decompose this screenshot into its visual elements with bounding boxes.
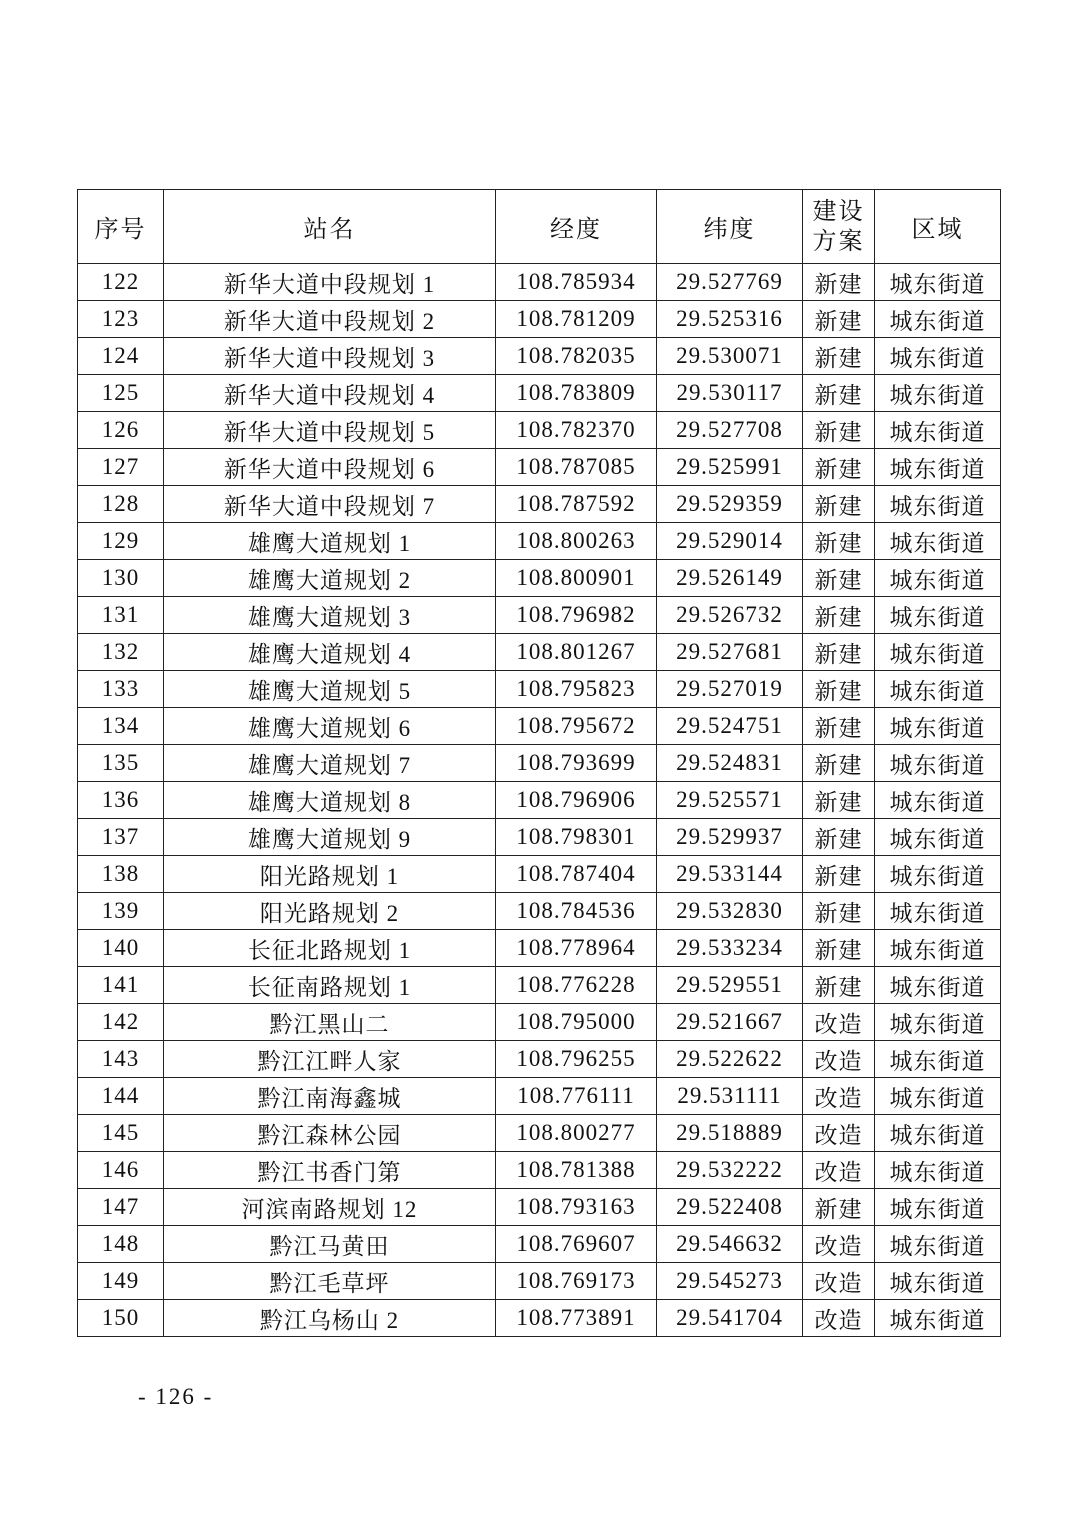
cell-longitude: 108.787592 (496, 486, 657, 523)
cell-construction-plan: 新建 (803, 671, 875, 708)
cell-longitude: 108.793163 (496, 1189, 657, 1226)
cell-area: 城东街道 (875, 523, 1001, 560)
cell-station-name: 阳光路规划 2 (164, 893, 496, 930)
table-row (78, 634, 1001, 671)
cell-index: 140 (78, 930, 164, 967)
cell-station-name: 阳光路规划 1 (164, 856, 496, 893)
cell-longitude: 108.801267 (496, 634, 657, 671)
cell-longitude: 108.769173 (496, 1263, 657, 1300)
cell-construction-plan: 改造 (803, 1041, 875, 1078)
cell-latitude: 29.524831 (657, 745, 803, 782)
cell-longitude: 108.796982 (496, 597, 657, 634)
cell-station-name: 雄鹰大道规划 4 (164, 634, 496, 671)
cell-construction-plan: 改造 (803, 1152, 875, 1189)
cell-construction-plan: 新建 (803, 967, 875, 1004)
cell-index: 142 (78, 1004, 164, 1041)
cell-station-name: 新华大道中段规划 2 (164, 301, 496, 338)
cell-station-name: 黔江黑山二 (164, 1004, 496, 1041)
page-number: - 126 - (138, 1384, 214, 1409)
cell-latitude: 29.527681 (657, 634, 803, 671)
cell-latitude: 29.530071 (657, 338, 803, 375)
cell-station-name: 新华大道中段规划 3 (164, 338, 496, 375)
cell-index: 134 (78, 708, 164, 745)
cell-construction-plan: 新建 (803, 523, 875, 560)
cell-latitude: 29.527708 (657, 412, 803, 449)
cell-construction-plan: 新建 (803, 745, 875, 782)
cell-area: 城东街道 (875, 1300, 1001, 1337)
cell-longitude: 108.787085 (496, 449, 657, 486)
cell-index: 131 (78, 597, 164, 634)
cell-area: 城东街道 (875, 560, 1001, 597)
table-row (78, 301, 1001, 338)
cell-station-name: 黔江南海鑫城 (164, 1078, 496, 1115)
cell-latitude: 29.546632 (657, 1226, 803, 1263)
cell-station-name: 黔江书香门第 (164, 1152, 496, 1189)
cell-area: 城东街道 (875, 412, 1001, 449)
cell-index: 137 (78, 819, 164, 856)
cell-index: 148 (78, 1226, 164, 1263)
header-station-name: 站名 (164, 190, 496, 264)
table-row (78, 1226, 1001, 1263)
cell-area: 城东街道 (875, 671, 1001, 708)
cell-construction-plan: 改造 (803, 1078, 875, 1115)
table-row (78, 264, 1001, 301)
cell-area: 城东街道 (875, 634, 1001, 671)
cell-longitude: 108.776228 (496, 967, 657, 1004)
table-row (78, 930, 1001, 967)
cell-index: 139 (78, 893, 164, 930)
table-row (78, 560, 1001, 597)
cell-latitude: 29.522622 (657, 1041, 803, 1078)
cell-latitude: 29.529359 (657, 486, 803, 523)
cell-latitude: 29.526149 (657, 560, 803, 597)
cell-area: 城东街道 (875, 301, 1001, 338)
cell-longitude: 108.769607 (496, 1226, 657, 1263)
table-row (78, 1004, 1001, 1041)
cell-area: 城东街道 (875, 1041, 1001, 1078)
table-body (78, 264, 1001, 1337)
table-row (78, 338, 1001, 375)
cell-construction-plan: 新建 (803, 449, 875, 486)
cell-station-name: 雄鹰大道规划 8 (164, 782, 496, 819)
cell-longitude: 108.782035 (496, 338, 657, 375)
cell-station-name: 雄鹰大道规划 3 (164, 597, 496, 634)
table-row (78, 1041, 1001, 1078)
cell-longitude: 108.781388 (496, 1152, 657, 1189)
cell-index: 135 (78, 745, 164, 782)
cell-area: 城东街道 (875, 893, 1001, 930)
cell-latitude: 29.524751 (657, 708, 803, 745)
cell-latitude: 29.525571 (657, 782, 803, 819)
cell-latitude: 29.532222 (657, 1152, 803, 1189)
header-plan-line2: 方案 (812, 228, 865, 255)
cell-station-name: 新华大道中段规划 4 (164, 375, 496, 412)
cell-area: 城东街道 (875, 819, 1001, 856)
table-row (78, 1152, 1001, 1189)
cell-area: 城东街道 (875, 708, 1001, 745)
cell-station-name: 黔江马黄田 (164, 1226, 496, 1263)
cell-index: 147 (78, 1189, 164, 1226)
table-row (78, 819, 1001, 856)
cell-construction-plan: 新建 (803, 560, 875, 597)
cell-construction-plan: 新建 (803, 930, 875, 967)
cell-latitude: 29.525316 (657, 301, 803, 338)
cell-index: 125 (78, 375, 164, 412)
cell-area: 城东街道 (875, 1004, 1001, 1041)
cell-area: 城东街道 (875, 1152, 1001, 1189)
cell-station-name: 雄鹰大道规划 6 (164, 708, 496, 745)
cell-latitude: 29.521667 (657, 1004, 803, 1041)
cell-station-name: 新华大道中段规划 5 (164, 412, 496, 449)
table-row (78, 671, 1001, 708)
cell-index: 144 (78, 1078, 164, 1115)
table-row (78, 486, 1001, 523)
cell-construction-plan: 新建 (803, 301, 875, 338)
cell-construction-plan: 新建 (803, 412, 875, 449)
cell-longitude: 108.798301 (496, 819, 657, 856)
cell-index: 132 (78, 634, 164, 671)
cell-area: 城东街道 (875, 745, 1001, 782)
cell-station-name: 河滨南路规划 12 (164, 1189, 496, 1226)
cell-latitude: 29.533144 (657, 856, 803, 893)
table-header-row (78, 190, 1001, 264)
cell-longitude: 108.800277 (496, 1115, 657, 1152)
table-row (78, 1078, 1001, 1115)
header-latitude: 纬度 (657, 190, 803, 264)
cell-latitude: 29.518889 (657, 1115, 803, 1152)
cell-latitude: 29.529551 (657, 967, 803, 1004)
cell-latitude: 29.541704 (657, 1300, 803, 1337)
cell-area: 城东街道 (875, 782, 1001, 819)
cell-construction-plan: 改造 (803, 1226, 875, 1263)
cell-index: 145 (78, 1115, 164, 1152)
cell-latitude: 29.522408 (657, 1189, 803, 1226)
cell-index: 127 (78, 449, 164, 486)
cell-station-name: 雄鹰大道规划 9 (164, 819, 496, 856)
cell-construction-plan: 改造 (803, 1300, 875, 1337)
cell-station-name: 雄鹰大道规划 1 (164, 523, 496, 560)
cell-area: 城东街道 (875, 1226, 1001, 1263)
cell-area: 城东街道 (875, 1189, 1001, 1226)
cell-station-name: 黔江毛草坪 (164, 1263, 496, 1300)
cell-station-name: 雄鹰大道规划 5 (164, 671, 496, 708)
cell-latitude: 29.531111 (657, 1078, 803, 1115)
cell-construction-plan: 新建 (803, 782, 875, 819)
cell-latitude: 29.545273 (657, 1263, 803, 1300)
cell-index: 124 (78, 338, 164, 375)
cell-construction-plan: 新建 (803, 708, 875, 745)
cell-area: 城东街道 (875, 486, 1001, 523)
cell-index: 146 (78, 1152, 164, 1189)
cell-latitude: 29.526732 (657, 597, 803, 634)
cell-latitude: 29.527019 (657, 671, 803, 708)
table-row (78, 782, 1001, 819)
cell-latitude: 29.533234 (657, 930, 803, 967)
cell-index: 138 (78, 856, 164, 893)
cell-index: 122 (78, 264, 164, 301)
cell-index: 126 (78, 412, 164, 449)
header-longitude: 经度 (496, 190, 657, 264)
cell-longitude: 108.785934 (496, 264, 657, 301)
table-row (78, 449, 1001, 486)
cell-area: 城东街道 (875, 375, 1001, 412)
cell-area: 城东街道 (875, 856, 1001, 893)
header-index: 序号 (78, 190, 164, 264)
cell-station-name: 长征南路规划 1 (164, 967, 496, 1004)
cell-construction-plan: 新建 (803, 486, 875, 523)
cell-construction-plan: 新建 (803, 264, 875, 301)
cell-longitude: 108.800901 (496, 560, 657, 597)
cell-station-name: 新华大道中段规划 7 (164, 486, 496, 523)
cell-index: 143 (78, 1041, 164, 1078)
cell-construction-plan: 改造 (803, 1004, 875, 1041)
cell-area: 城东街道 (875, 338, 1001, 375)
table-row (78, 375, 1001, 412)
table-row (78, 967, 1001, 1004)
cell-index: 141 (78, 967, 164, 1004)
cell-station-name: 黔江森林公园 (164, 1115, 496, 1152)
cell-longitude: 108.800263 (496, 523, 657, 560)
cell-construction-plan: 新建 (803, 338, 875, 375)
cell-longitude: 108.795672 (496, 708, 657, 745)
table-row (78, 856, 1001, 893)
cell-latitude: 29.529014 (657, 523, 803, 560)
cell-station-name: 新华大道中段规划 1 (164, 264, 496, 301)
cell-index: 149 (78, 1263, 164, 1300)
cell-construction-plan: 新建 (803, 856, 875, 893)
cell-longitude: 108.783809 (496, 375, 657, 412)
header-construction-plan (803, 190, 875, 264)
cell-construction-plan: 新建 (803, 597, 875, 634)
cell-construction-plan: 改造 (803, 1263, 875, 1300)
cell-index: 130 (78, 560, 164, 597)
table-row (78, 523, 1001, 560)
cell-construction-plan: 改造 (803, 1115, 875, 1152)
cell-station-name: 黔江江畔人家 (164, 1041, 496, 1078)
cell-area: 城东街道 (875, 449, 1001, 486)
table-row (78, 745, 1001, 782)
cell-latitude: 29.532830 (657, 893, 803, 930)
cell-index: 150 (78, 1300, 164, 1337)
cell-construction-plan: 新建 (803, 893, 875, 930)
table-row (78, 1263, 1001, 1300)
cell-longitude: 108.778964 (496, 930, 657, 967)
table-row (78, 1300, 1001, 1337)
cell-longitude: 108.776111 (496, 1078, 657, 1115)
cell-latitude: 29.529937 (657, 819, 803, 856)
cell-longitude: 108.784536 (496, 893, 657, 930)
table-row (78, 412, 1001, 449)
cell-station-name: 雄鹰大道规划 7 (164, 745, 496, 782)
cell-area: 城东街道 (875, 1263, 1001, 1300)
cell-area: 城东街道 (875, 1078, 1001, 1115)
cell-construction-plan: 新建 (803, 375, 875, 412)
cell-station-name: 黔江乌杨山 2 (164, 1300, 496, 1337)
cell-longitude: 108.795823 (496, 671, 657, 708)
table-row (78, 893, 1001, 930)
cell-latitude: 29.530117 (657, 375, 803, 412)
cell-area: 城东街道 (875, 1115, 1001, 1152)
cell-area: 城东街道 (875, 597, 1001, 634)
cell-longitude: 108.787404 (496, 856, 657, 893)
table-row (78, 1115, 1001, 1152)
table-row (78, 708, 1001, 745)
station-table (77, 189, 1001, 1337)
cell-longitude: 108.793699 (496, 745, 657, 782)
cell-station-name: 长征北路规划 1 (164, 930, 496, 967)
cell-index: 128 (78, 486, 164, 523)
cell-longitude: 108.795000 (496, 1004, 657, 1041)
cell-area: 城东街道 (875, 264, 1001, 301)
cell-index: 136 (78, 782, 164, 819)
cell-station-name: 新华大道中段规划 6 (164, 449, 496, 486)
cell-area: 城东街道 (875, 930, 1001, 967)
cell-longitude: 108.781209 (496, 301, 657, 338)
cell-index: 129 (78, 523, 164, 560)
cell-longitude: 108.773891 (496, 1300, 657, 1337)
cell-latitude: 29.527769 (657, 264, 803, 301)
cell-construction-plan: 新建 (803, 1189, 875, 1226)
cell-station-name: 雄鹰大道规划 2 (164, 560, 496, 597)
cell-construction-plan: 新建 (803, 634, 875, 671)
table-row (78, 597, 1001, 634)
cell-latitude: 29.525991 (657, 449, 803, 486)
header-area: 区域 (875, 190, 1001, 264)
cell-longitude: 108.796906 (496, 782, 657, 819)
cell-longitude: 108.782370 (496, 412, 657, 449)
header-plan-line1: 建设 (812, 198, 865, 225)
cell-index: 133 (78, 671, 164, 708)
table-row (78, 1189, 1001, 1226)
cell-construction-plan: 新建 (803, 819, 875, 856)
cell-index: 123 (78, 301, 164, 338)
cell-longitude: 108.796255 (496, 1041, 657, 1078)
cell-area: 城东街道 (875, 967, 1001, 1004)
